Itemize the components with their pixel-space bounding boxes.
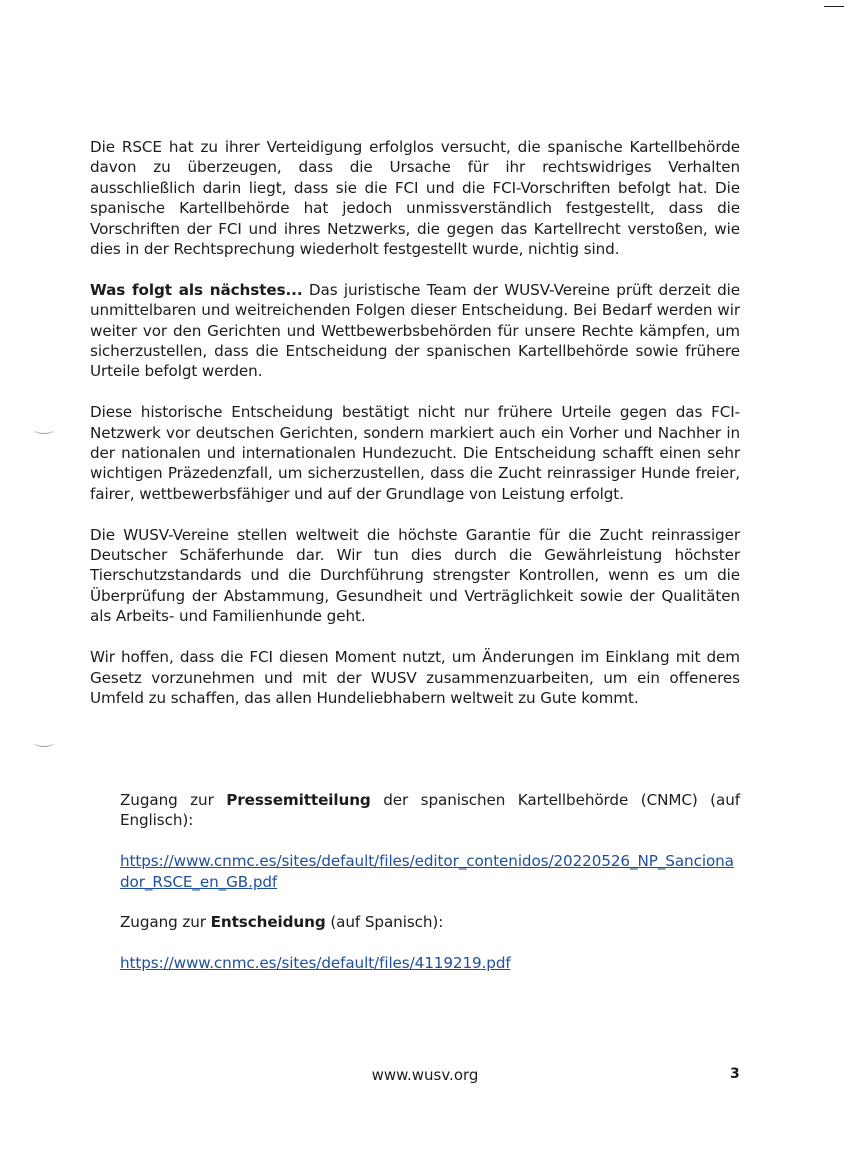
punch-hole-mark bbox=[34, 425, 54, 434]
scan-mark bbox=[824, 6, 844, 7]
decision-access-line: Zugang zur Entscheidung (auf Spanisch): bbox=[120, 913, 444, 932]
footer-website: www.wusv.org bbox=[371, 1066, 479, 1084]
press-release-link-line bbox=[120, 851, 740, 892]
paragraph-hope-fci: Wir hoffen, dass die FCI diesen Moment nutzt, um Änderungen im Einklang mit dem Gesetz vorzunehmen und mit der WUSV zusammenzuarbeiten, um ein offeneres Umfeld zu schaffen, das allen Hundeliebhabern weltweit zu Gute kommt. bbox=[90, 648, 740, 707]
press-release-access-line: Zugang zur Pressemitteilung der spanischen Kartellbehörde (CNMC) (auf Englisch): bbox=[120, 791, 740, 830]
paragraph-wusv-guarantee: Die WUSV-Vereine stellen weltweit die höchste Garantie für die Zucht reinrassiger Deutscher Schäferhunde dar. Wir tun dies durch die Gewährleistung höchster Tierschutzstandards und die Durchführung strengster Kontrollen, wenn es um die Überprüfung der Abstammung, Gesundheit und Verträglichkeit sowie der Qualitäten als Arbeits- und Familienhunde geht. bbox=[90, 525, 740, 626]
paragraph-next-steps bbox=[90, 280, 740, 382]
links-section bbox=[120, 790, 740, 994]
decision-label: Entscheidung bbox=[210, 913, 326, 932]
paragraph-rsce-defense: Die RSCE hat zu ihrer Verteidigung erfolglos versucht, die spanische Kartellbehörde davon zu überzeugen, dass die Ursache für ihr rechtswidriges Verhalten ausschließlich darin liegt, dass sie die FCI und die FCI-Vorschriften befolgt hat. Die spanische Kartellbehörde hat jedoch unmissverständlich festgestellt, dass die Vorschriften der FCI und ihres Netzwerks, die gegen das Kartellrecht verstoßen, wie dies in der Rechtsprechung wiederholt festgestellt wurde, nichtig sind. bbox=[90, 138, 740, 259]
press-release-link[interactable]: https://www.cnmc.es/sites/default/files/editor_contenidos/20220526_NP_Sancionador_RSCE_en_GB.pdf bbox=[120, 852, 734, 891]
decision-link-line bbox=[120, 953, 740, 973]
press-release-label: Pressemitteilung bbox=[226, 791, 371, 809]
paragraph-historic-decision: Diese historische Entscheidung bestätigt nicht nur frühere Urteile gegen das FCI-Netzwerk vor deutschen Gerichten, sondern markiert auch ein Vorher und Nachher in der nationalen und internationalen Hundezucht. Die Entscheidung schafft einen sehr wichtigen Präzedenzfall, um sicherzustellen, dass die Zucht reinrassiger Hunde freier, fairer, wettbewerbsfähiger und auf der Grundlage von Leistung erfolgt. bbox=[90, 403, 740, 503]
next-steps-heading: Was folgt als nächstes... bbox=[90, 280, 303, 299]
page-number: 3 bbox=[730, 1066, 740, 1082]
decision-link[interactable]: https://www.cnmc.es/sites/default/files/4119219.pdf bbox=[120, 954, 511, 973]
body-text bbox=[90, 137, 740, 708]
next-steps-text: Das juristische Team der WUSV-Vereine prüft derzeit die unmittelbaren und weitreichenden Folgen dieser Entscheidung. Bei Bedarf werden wir weiter vor den Gerichten und Wettbewerbsbehörden für unsere Rechte kämpfen, um sicherzustellen, dass die Entscheidung der spanischen Kartellbehörde sowie frühere Urteile befolgt werden. bbox=[90, 280, 740, 381]
punch-hole-mark bbox=[34, 738, 54, 747]
